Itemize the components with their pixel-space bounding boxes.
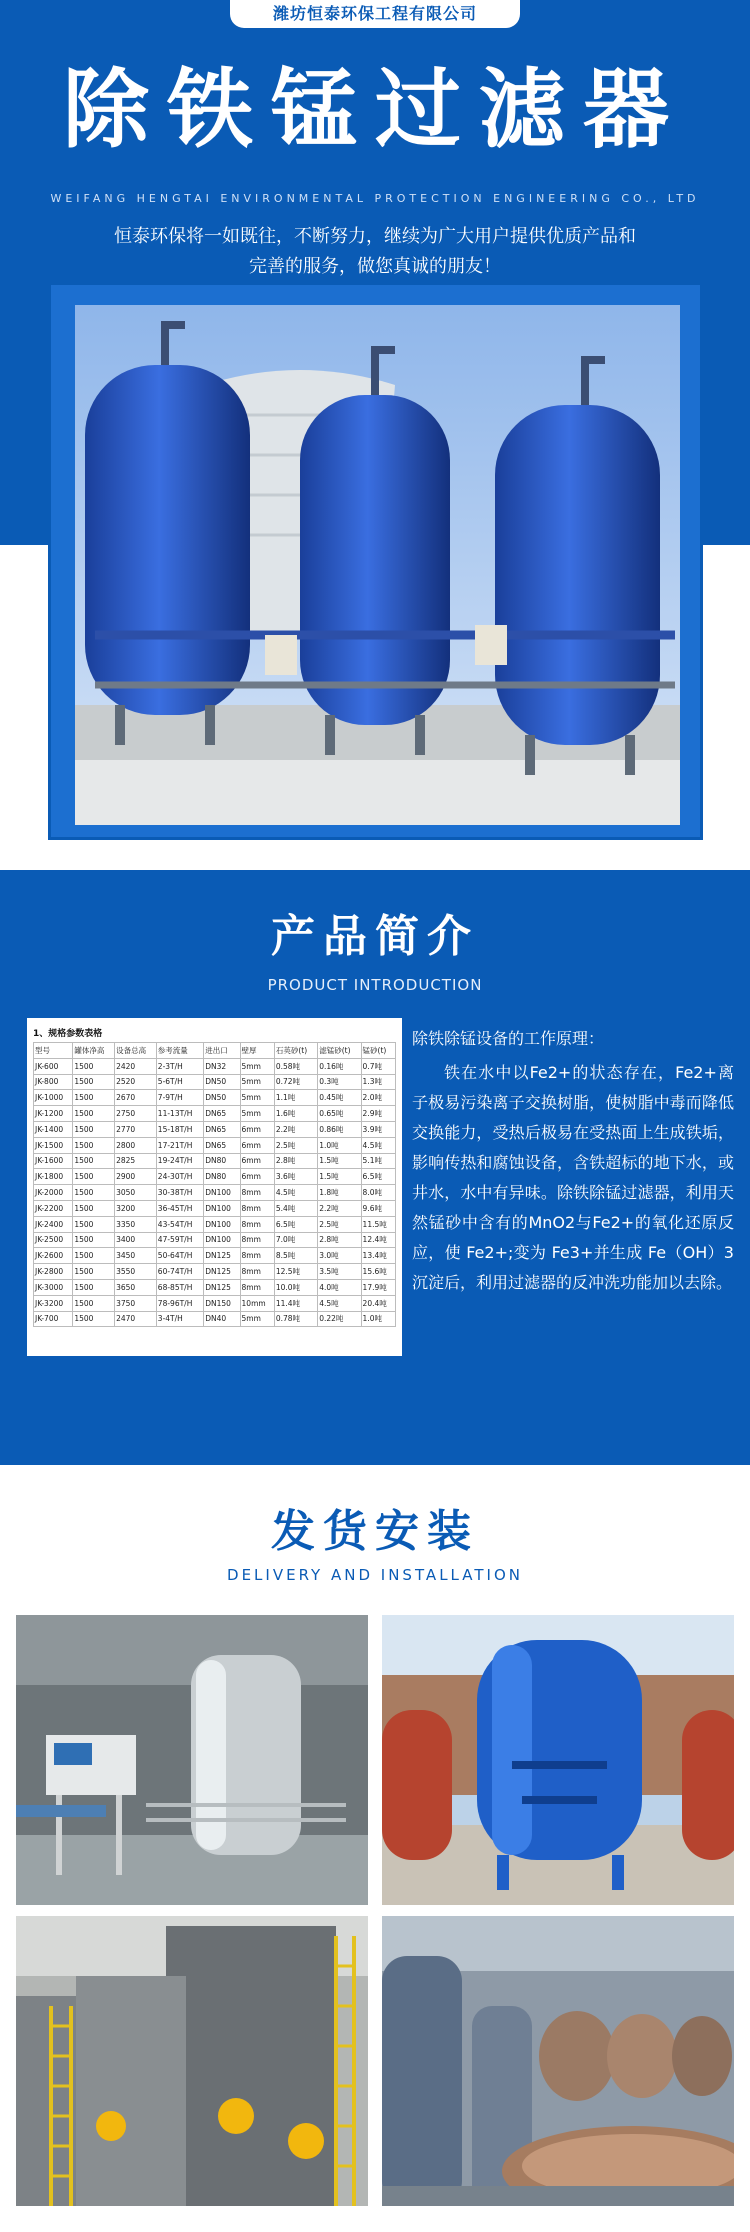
spec-cell: 7-9T/H: [156, 1090, 203, 1106]
spec-table-row: [34, 1279, 396, 1295]
spec-table-row: [34, 1311, 396, 1327]
spec-cell: 1500: [73, 1264, 115, 1280]
hero-banner: [0, 0, 750, 870]
spec-cell: JK-1600: [34, 1153, 73, 1169]
spec-table-row: [34, 1200, 396, 1216]
spec-cell: 6mm: [240, 1121, 274, 1137]
tank-shells-illustration: [382, 1916, 734, 2206]
spec-cell: DN150: [204, 1295, 240, 1311]
spec-table-row: [34, 1121, 396, 1137]
spec-cell: 0.16吨: [318, 1058, 361, 1074]
spec-table-row: [34, 1295, 396, 1311]
spec-cell: 0.22吨: [318, 1311, 361, 1327]
spec-table-header-row: [34, 1043, 396, 1059]
product-intro-section: [0, 870, 750, 1465]
spec-cell: 5mm: [240, 1058, 274, 1074]
spec-cell: 2420: [115, 1058, 157, 1074]
spec-cell: 10mm: [240, 1295, 274, 1311]
spec-cell: 2900: [115, 1169, 157, 1185]
delivery-heading-en: DELIVERY AND INSTALLATION: [227, 1566, 523, 1584]
spec-cell: 1500: [73, 1311, 115, 1327]
spec-cell: 5mm: [240, 1074, 274, 1090]
spec-cell: 2800: [115, 1137, 157, 1153]
spec-cell: 11.5吨: [361, 1216, 395, 1232]
spec-cell: 4.5吨: [318, 1295, 361, 1311]
company-name-badge: 潍坊恒泰环保工程有限公司: [230, 0, 520, 28]
spec-cell: 2.8吨: [318, 1232, 361, 1248]
spec-cell: 1500: [73, 1248, 115, 1264]
spec-cell: 2470: [115, 1311, 157, 1327]
spec-cell: 8.0吨: [361, 1185, 395, 1201]
spec-cell: 6mm: [240, 1153, 274, 1169]
spec-cell: 2.5吨: [318, 1216, 361, 1232]
spec-cell: 1500: [73, 1232, 115, 1248]
spec-cell: 2520: [115, 1074, 157, 1090]
spec-cell: 3750: [115, 1295, 157, 1311]
intro-heading-en: PRODUCT INTRODUCTION: [267, 976, 483, 994]
spec-cell: 17-21T/H: [156, 1137, 203, 1153]
spec-table-row: [34, 1074, 396, 1090]
spec-cell: DN125: [204, 1264, 240, 1280]
spec-cell: 9.6吨: [361, 1200, 395, 1216]
spec-cell: 3.6吨: [274, 1169, 317, 1185]
filter-tanks-illustration: [75, 305, 680, 825]
spec-cell: DN80: [204, 1169, 240, 1185]
spec-cell: JK-1500: [34, 1137, 73, 1153]
spec-cell: JK-700: [34, 1311, 73, 1327]
spec-cell: JK-2200: [34, 1200, 73, 1216]
spec-cell: 3-4T/H: [156, 1311, 203, 1327]
spec-table-row: [34, 1137, 396, 1153]
spec-cell: 2-3T/H: [156, 1058, 203, 1074]
spec-cell: 7.0吨: [274, 1232, 317, 1248]
spec-cell: 8mm: [240, 1216, 274, 1232]
spec-cell: 1500: [73, 1185, 115, 1201]
spec-cell: 5mm: [240, 1311, 274, 1327]
spec-table-row: [34, 1090, 396, 1106]
spec-cell: 1500: [73, 1106, 115, 1122]
spec-cell: 3350: [115, 1216, 157, 1232]
delivery-heading: 发货安装: [271, 1506, 479, 1557]
spec-header-cell: 型号: [34, 1043, 73, 1059]
spec-cell: 1500: [73, 1121, 115, 1137]
slogan: [0, 222, 750, 282]
spec-cell: 1500: [73, 1295, 115, 1311]
hero-photo-frame: [48, 282, 703, 840]
spec-cell: JK-1800: [34, 1169, 73, 1185]
spec-cell: 13.4吨: [361, 1248, 395, 1264]
spec-cell: 3400: [115, 1232, 157, 1248]
spec-cell: 8mm: [240, 1248, 274, 1264]
spec-cell: 1500: [73, 1279, 115, 1295]
spec-header-cell: 进出口: [204, 1043, 240, 1059]
spec-cell: 0.86吨: [318, 1121, 361, 1137]
spec-cell: 0.45吨: [318, 1090, 361, 1106]
workshop-stainless-filter-illustration: [16, 1615, 368, 1905]
spec-table-row: [34, 1248, 396, 1264]
spec-table: [33, 1042, 396, 1327]
spec-cell: 3550: [115, 1264, 157, 1280]
spec-cell: 1.6吨: [274, 1106, 317, 1122]
spec-cell: 20.4吨: [361, 1295, 395, 1311]
spec-cell: 0.3吨: [318, 1074, 361, 1090]
spec-cell: 2750: [115, 1106, 157, 1122]
spec-header-cell: 滤锰砂(t): [318, 1043, 361, 1059]
spec-cell: JK-1400: [34, 1121, 73, 1137]
spec-cell: JK-3000: [34, 1279, 73, 1295]
spec-cell: 36-45T/H: [156, 1200, 203, 1216]
spec-cell: 17.9吨: [361, 1279, 395, 1295]
photo-steel-tank-ladder: [16, 1916, 368, 2206]
spec-table-row: [34, 1153, 396, 1169]
spec-cell: JK-600: [34, 1058, 73, 1074]
spec-cell: DN40: [204, 1311, 240, 1327]
spec-cell: 1500: [73, 1153, 115, 1169]
spec-cell: 6mm: [240, 1169, 274, 1185]
spec-cell: 1.3吨: [361, 1074, 395, 1090]
spec-cell: DN65: [204, 1121, 240, 1137]
spec-cell: 4.5吨: [274, 1185, 317, 1201]
spec-cell: 1.8吨: [318, 1185, 361, 1201]
spec-cell: 6mm: [240, 1137, 274, 1153]
spec-cell: JK-2400: [34, 1216, 73, 1232]
spec-cell: 2770: [115, 1121, 157, 1137]
spec-cell: 2670: [115, 1090, 157, 1106]
hero-photo-filter-tanks: [75, 305, 680, 825]
working-principle-heading: 除铁除锰设备的工作原理：: [412, 1029, 605, 1048]
spec-cell: 1500: [73, 1200, 115, 1216]
spec-cell: 3.9吨: [361, 1121, 395, 1137]
spec-cell: 1.5吨: [318, 1169, 361, 1185]
slogan-line-2: 完善的服务，做您真诚的朋友！: [249, 256, 501, 277]
working-principle-body: 铁在水中以Fe2+的状态存在，Fe2+离子极易污染离子交换树脂，使树脂中毒而降低交换能力，受热后极易在受热面上生成铁垢，影响传热和腐蚀设备，含铁超标的地下水，或井水，水中有异味。除铁除锰过滤器，利用天然锰砂中含有的MnO2与Fe2+的氧化还原反应，使 Fe2+;变为 Fe3+并生成 Fe（OH）3沉淀后，利用过滤器的反冲洗功能加以去除。: [412, 1063, 734, 1292]
spec-cell: 12.4吨: [361, 1232, 395, 1248]
spec-table-card: [27, 1018, 402, 1356]
spec-cell: 2.2吨: [274, 1121, 317, 1137]
spec-cell: DN125: [204, 1279, 240, 1295]
spec-cell: 5-6T/H: [156, 1074, 203, 1090]
spec-cell: 4.0吨: [318, 1279, 361, 1295]
spec-cell: 2.9吨: [361, 1106, 395, 1122]
spec-header-cell: 壁厚: [240, 1043, 274, 1059]
spec-cell: 60-74T/H: [156, 1264, 203, 1280]
company-name-en: WEIFANG HENGTAI ENVIRONMENTAL PROTECTION ENGINEERING CO., LTD: [50, 192, 700, 205]
steel-tank-ladder-illustration: [16, 1916, 368, 2206]
intro-heading: 产品简介: [271, 911, 479, 962]
photo-workshop-stainless-filter: [16, 1615, 368, 1905]
spec-cell: 11-13T/H: [156, 1106, 203, 1122]
spec-cell: 1.5吨: [318, 1153, 361, 1169]
spec-cell: 0.58吨: [274, 1058, 317, 1074]
spec-cell: 3050: [115, 1185, 157, 1201]
spec-header-cell: 石英砂(t): [274, 1043, 317, 1059]
slogan-line-1: 恒泰环保将一如既往，不断努力，继续为广大用户提供优质产品和: [114, 226, 636, 247]
spec-cell: DN100: [204, 1216, 240, 1232]
spec-cell: 11.4吨: [274, 1295, 317, 1311]
spec-header-cell: 锰砂(t): [361, 1043, 395, 1059]
spec-cell: 8mm: [240, 1279, 274, 1295]
spec-cell: JK-800: [34, 1074, 73, 1090]
spec-cell: 1500: [73, 1137, 115, 1153]
spec-header-cell: 参考流量: [156, 1043, 203, 1059]
spec-cell: 3650: [115, 1279, 157, 1295]
spec-cell: 4.5吨: [361, 1137, 395, 1153]
spec-cell: 47-59T/H: [156, 1232, 203, 1248]
spec-table-row: [34, 1232, 396, 1248]
spec-table-row: [34, 1058, 396, 1074]
spec-cell: 24-30T/H: [156, 1169, 203, 1185]
spec-cell: 19-24T/H: [156, 1153, 203, 1169]
spec-cell: 15.6吨: [361, 1264, 395, 1280]
spec-cell: 8mm: [240, 1200, 274, 1216]
spec-cell: 1500: [73, 1074, 115, 1090]
spec-table-body: [34, 1058, 396, 1327]
spec-cell: 8.5吨: [274, 1248, 317, 1264]
spec-cell: DN100: [204, 1185, 240, 1201]
spec-cell: 3200: [115, 1200, 157, 1216]
page-title: 除铁锰过滤器: [63, 60, 687, 160]
spec-cell: JK-1200: [34, 1106, 73, 1122]
spec-cell: 5mm: [240, 1090, 274, 1106]
spec-cell: 30-38T/H: [156, 1185, 203, 1201]
spec-cell: 2.8吨: [274, 1153, 317, 1169]
spec-cell: 10.0吨: [274, 1279, 317, 1295]
spec-cell: DN50: [204, 1090, 240, 1106]
spec-cell: 0.72吨: [274, 1074, 317, 1090]
spec-cell: 8mm: [240, 1185, 274, 1201]
spec-cell: JK-2800: [34, 1264, 73, 1280]
spec-table-caption: 1、规格参数表格: [33, 1029, 103, 1039]
spec-cell: 1500: [73, 1090, 115, 1106]
spec-cell: 68-85T/H: [156, 1279, 203, 1295]
spec-table-row: [34, 1169, 396, 1185]
spec-cell: 6.5吨: [361, 1169, 395, 1185]
spec-header-cell: 设备总高: [115, 1043, 157, 1059]
spec-cell: DN100: [204, 1232, 240, 1248]
spec-cell: 3450: [115, 1248, 157, 1264]
spec-cell: 50-64T/H: [156, 1248, 203, 1264]
blue-filter-tank-illustration: [382, 1615, 734, 1905]
spec-cell: 3.5吨: [318, 1264, 361, 1280]
spec-cell: 1500: [73, 1216, 115, 1232]
working-principle: [412, 1024, 734, 1298]
spec-cell: 1.0吨: [361, 1311, 395, 1327]
delivery-section: [0, 1465, 750, 2232]
spec-table-row: [34, 1185, 396, 1201]
spec-cell: 0.65吨: [318, 1106, 361, 1122]
spec-cell: 5mm: [240, 1106, 274, 1122]
spec-cell: DN125: [204, 1248, 240, 1264]
spec-cell: 12.5吨: [274, 1264, 317, 1280]
spec-table-row: [34, 1106, 396, 1122]
spec-cell: DN32: [204, 1058, 240, 1074]
spec-cell: 1500: [73, 1169, 115, 1185]
spec-cell: DN65: [204, 1137, 240, 1153]
spec-cell: 1.1吨: [274, 1090, 317, 1106]
spec-cell: DN50: [204, 1074, 240, 1090]
spec-table-row: [34, 1264, 396, 1280]
spec-cell: 2.0吨: [361, 1090, 395, 1106]
spec-cell: 3.0吨: [318, 1248, 361, 1264]
photo-blue-filter-tank: [382, 1615, 734, 1905]
spec-cell: 2825: [115, 1153, 157, 1169]
spec-cell: 6.5吨: [274, 1216, 317, 1232]
spec-cell: 1500: [73, 1058, 115, 1074]
spec-cell: JK-1000: [34, 1090, 73, 1106]
spec-cell: JK-2600: [34, 1248, 73, 1264]
spec-cell: 2.5吨: [274, 1137, 317, 1153]
spec-cell: DN100: [204, 1200, 240, 1216]
spec-cell: 15-18T/H: [156, 1121, 203, 1137]
spec-cell: 5.4吨: [274, 1200, 317, 1216]
spec-header-cell: 罐体净高: [73, 1043, 115, 1059]
spec-cell: 8mm: [240, 1232, 274, 1248]
spec-cell: JK-3200: [34, 1295, 73, 1311]
spec-cell: 0.7吨: [361, 1058, 395, 1074]
spec-cell: 5.1吨: [361, 1153, 395, 1169]
spec-cell: 43-54T/H: [156, 1216, 203, 1232]
spec-table-row: [34, 1216, 396, 1232]
spec-cell: DN65: [204, 1106, 240, 1122]
spec-cell: 1.0吨: [318, 1137, 361, 1153]
spec-cell: JK-2500: [34, 1232, 73, 1248]
spec-cell: 2.2吨: [318, 1200, 361, 1216]
photo-tank-shells: [382, 1916, 734, 2206]
spec-cell: JK-2000: [34, 1185, 73, 1201]
spec-cell: 78-96T/H: [156, 1295, 203, 1311]
spec-cell: DN80: [204, 1153, 240, 1169]
spec-cell: 8mm: [240, 1264, 274, 1280]
spec-cell: 0.78吨: [274, 1311, 317, 1327]
